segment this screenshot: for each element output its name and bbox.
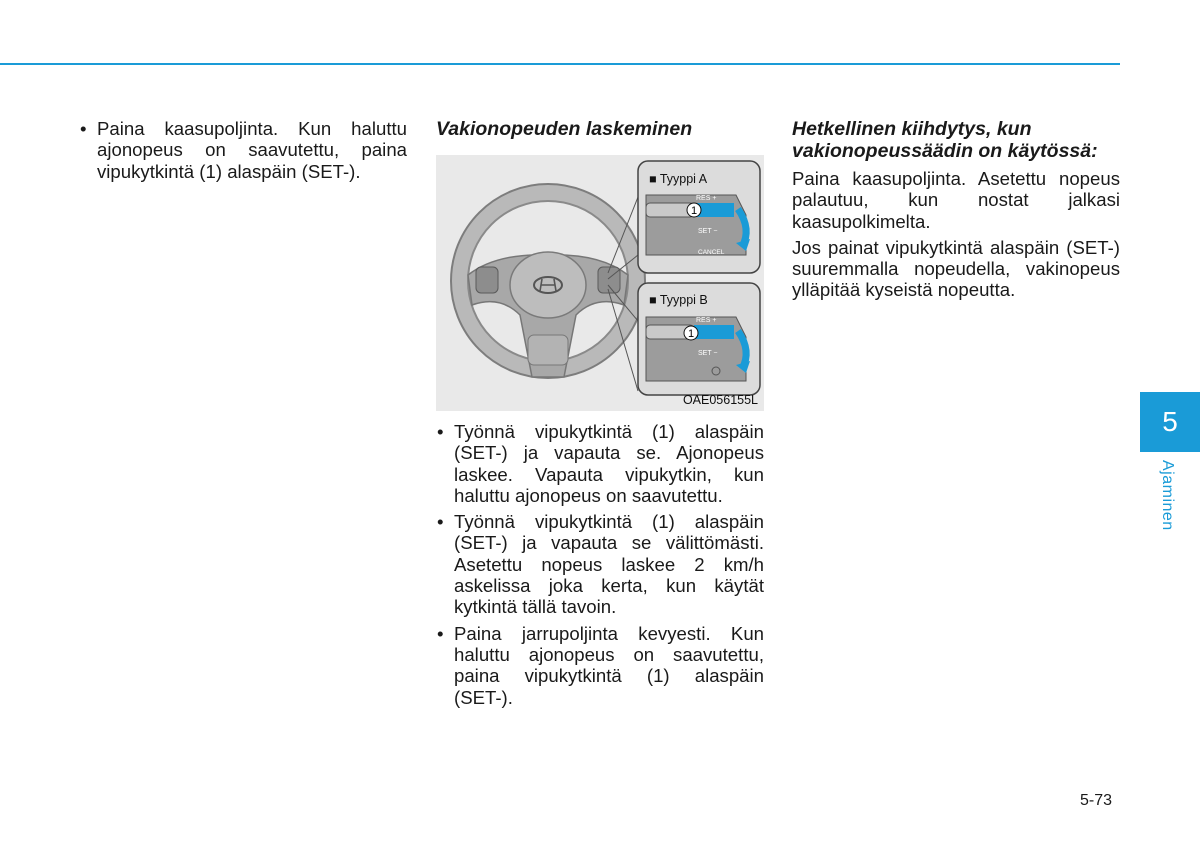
column-2 (436, 118, 764, 713)
type-a-label: ■ Tyyppi A (649, 172, 708, 186)
paragraph: Jos painat vipukytkintä alaspäin (SET-) suuremmalla nopeudella, vakinopeus ylläpitää kyseistä nopeutta. (792, 236, 1120, 301)
section-title: Vakionopeuden laskeminen (436, 118, 693, 140)
res-label-a: RES + (696, 195, 717, 202)
type-b-label: ■ Tyyppi B (649, 293, 708, 307)
column-3 (792, 118, 1120, 306)
set-label-a: SET − (698, 228, 718, 235)
callout-1-a: 1 (690, 205, 698, 217)
set-label-b: SET − (698, 350, 718, 357)
bullet-list (79, 118, 407, 182)
figure-code: OAE056155L (682, 393, 758, 407)
section-title: Hetkellinen kiihdytys, kun vakionopeussäädin on käytössä: (792, 118, 1098, 162)
list-item: • Paina kaasupoljinta. Kun haluttu ajonopeus on saavutettu, paina vipukytkintä (1) alaspäin (SET-). (79, 118, 407, 182)
chapter-name: Ajaminen (1159, 460, 1176, 531)
page-number: 5-73 (1080, 792, 1113, 809)
column-1 (79, 118, 407, 187)
list-item: • Työnnä vipukytkintä (1) alaspäin (SET-) ja vapauta se välittömästi. Asetettu nopeus laskee 2 km/h askelissa joka kerta, kun käytät kytkintä tällä tavoin. (436, 511, 764, 617)
header-rule (0, 63, 1120, 65)
steering-wheel-illustration (436, 155, 764, 411)
list-item: • Työnnä vipukytkintä (1) alaspäin (SET-) ja vapauta se. Ajonopeus laskee. Vapauta vipukytkin, kun haluttu ajonopeus on saavutettu. (436, 421, 764, 506)
res-label-b: RES + (696, 317, 717, 324)
callout-1-b: 1 (687, 328, 695, 340)
list-item: • Paina jarrupoljinta kevyesti. Kun haluttu ajonopeus on saavutettu, paina vipukytkintä (1) alaspäin (SET-). (436, 623, 764, 708)
bullet-list (436, 421, 764, 708)
steering-wheel-icon (451, 184, 645, 378)
chapter-tab: 5 (1140, 392, 1200, 452)
steering-wheel-figure (436, 155, 764, 411)
paragraph: Paina kaasupoljinta. Asetettu nopeus palautuu, kun nostat jalkasi kaasupolkimelta. (792, 168, 1120, 232)
cancel-label-a: CANCEL (698, 249, 725, 256)
